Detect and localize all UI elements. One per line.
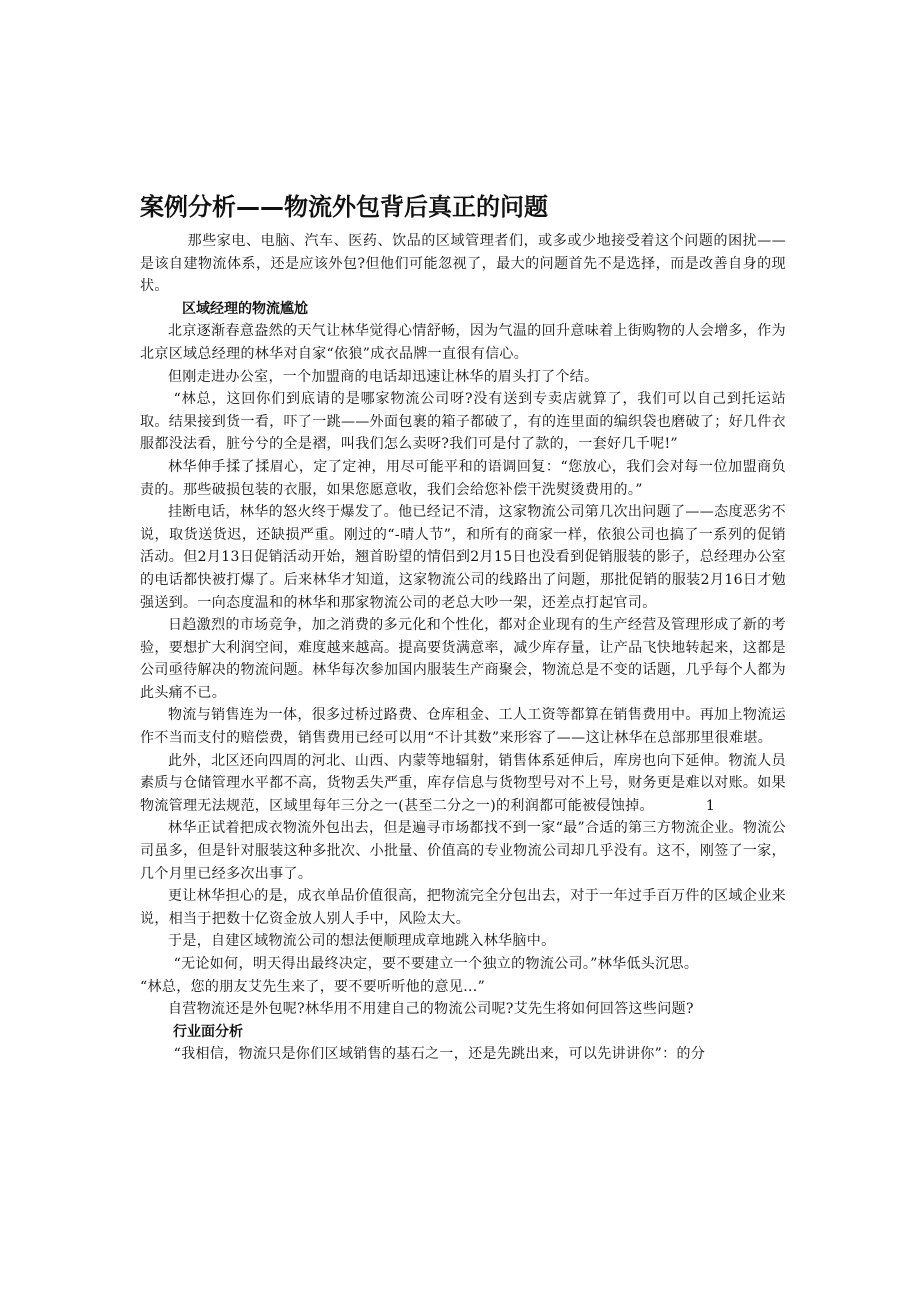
document-title: 案例分析——物流外包背后真正的问题 [140,193,548,221]
paragraph-14: 自营物流还是外包呢?林华用不用建自己的物流公司呢?艾先生将如何回答这些问题? [168,1001,694,1018]
paragraph-1: 北京逐渐春意盎然的天气让林华觉得心情舒畅，因为气温的回升意味着上街购物的人会增多，作为北京区域总经理的林华对自家“依狼”成衣品牌一直很有信心。 [140,323,786,362]
section-heading-industry-analysis: 行业面分析 [173,1023,243,1040]
paragraph-8 [140,750,786,818]
paragraph-11: 于是，自建区域物流公司的想法便顺理成章地跳入林华脑中。 [168,933,556,950]
paragraph-10: 更让林华担心的是，成衣单品价值很高，把物流完全分包出去，对于一年过手百万件的区域企业来说，相当于把数十亿资金放人别人手中，风险太大。 [140,888,786,927]
section-heading-regional-manager: 区域经理的物流尴尬 [182,300,308,317]
paragraph-12: “无论如何，明天得出最终决定，要不要建立一个独立的物流公司。”林华低头沉思。 [173,956,699,972]
paragraph-9: 林华正试着把成衣物流外包出去，但是遍寻市场都找不到一家“最”合适的第三方物流企业。物流公司虽多，但是针对服装这种多批次、小批量、价值高的专业物流公司却几乎没有。这不，刚签了一家，几个月里已经多次出事了。 [140,820,786,882]
paragraph-3: “林总，这回你们到底请的是哪家物流公司呀?没有送到专卖店就算了，我们可以自己到托运站取。结果接到货一看，吓了一跳——外面包裹的箱子都破了，有的连里面的编织袋也磨破了；好几件衣服都没法看，脏兮兮的全是褶，叫我们怎么卖呀?我们可是付了款的，一套好几千呢!” [140,391,786,453]
paragraph-8-text: 此外，北区还向四周的河北、山西、内蒙等地辐射，销售体系延伸后，库房也向下延伸。物流人员素质与仓储管理水平都不高，货物丢失严重，库存信息与货物型号对不上号，财务更是难以对账。如果物流管理无法规范，区域里每年三分之一(甚至二分之一)的利润都可能被侵蚀掉。 [140,752,786,814]
paragraph-4: 林华伸手揉了揉眉心，定了定神，用尽可能平和的语调回复：“您放心，我们会对每一位加盟商负责的。那些破损包装的衣服，如果您愿意收，我们会给您补偿干洗熨烫费用的。” [140,458,786,498]
paragraph-15: “我相信，物流只是你们区域销售的基石之一，还是先跳出来，可以先讲讲你”：的分 [173,1046,706,1063]
paragraph-13: “林总，您的朋友艾先生来了，要不要听听他的意见...” [140,978,486,995]
document-page [140,190,786,1066]
paragraph-6: 日趋激烈的市场竞争，加之消费的多元化和个性化，都对企业现有的生产经营及管理形成了新的考验，要想扩大利润空间，难度越来越高。提高要货满意率，减少库存量，让产品飞快地转起来，这都是公司亟待解决的物流问题。林华每次参加国内服装生产商聚会，物流总是不变的话题，几乎每个人都为此头痛不已。 [140,617,786,701]
intro-paragraph: 那些家电、电脑、汽车、医药、饮品的区域管理者们，或多或少地接受着这个问题的困扰——是该自建物流体系，还是应该外包?但他们可能忽视了，最大的问题首先不是选择，而是改善自身的现状。 [140,233,786,295]
paragraph-7: 物流与销售连为一体，很多过桥过路费、仓库租金、工人工资等都算在销售费用中。再加上物流运作不当而支付的赔偿费，销售费用已经可以用“不计其数”来形容了——这让林华在总部那里很难堪。 [140,707,786,747]
paragraph-5: 挂断电话，林华的怒火终于爆发了。他已经记不清，这家物流公司第几次出问题了——态度恶劣不说，取货送货迟，还缺损严重。刚过的“-晴人节”，和所有的商家一样，依狼公司也搞了一系列的促销活动。但2月13日促销活动开始，翘首盼望的情侣到2月15日也没看到促销服装的影子，总经理办公室的电话都快被打爆了。后来林华才知道，这家物流公司的线路出了问题，那批促销的服装2月16日才勉强送到。一向态度温和的林华和那家物流公司的老总大吵一架，还差点打起官司。 [140,504,786,611]
page-number: 1 [705,797,716,814]
paragraph-2: 但刚走进办公室，一个加盟商的电话却迅速让林华的眉头打了个结。 [168,368,599,385]
